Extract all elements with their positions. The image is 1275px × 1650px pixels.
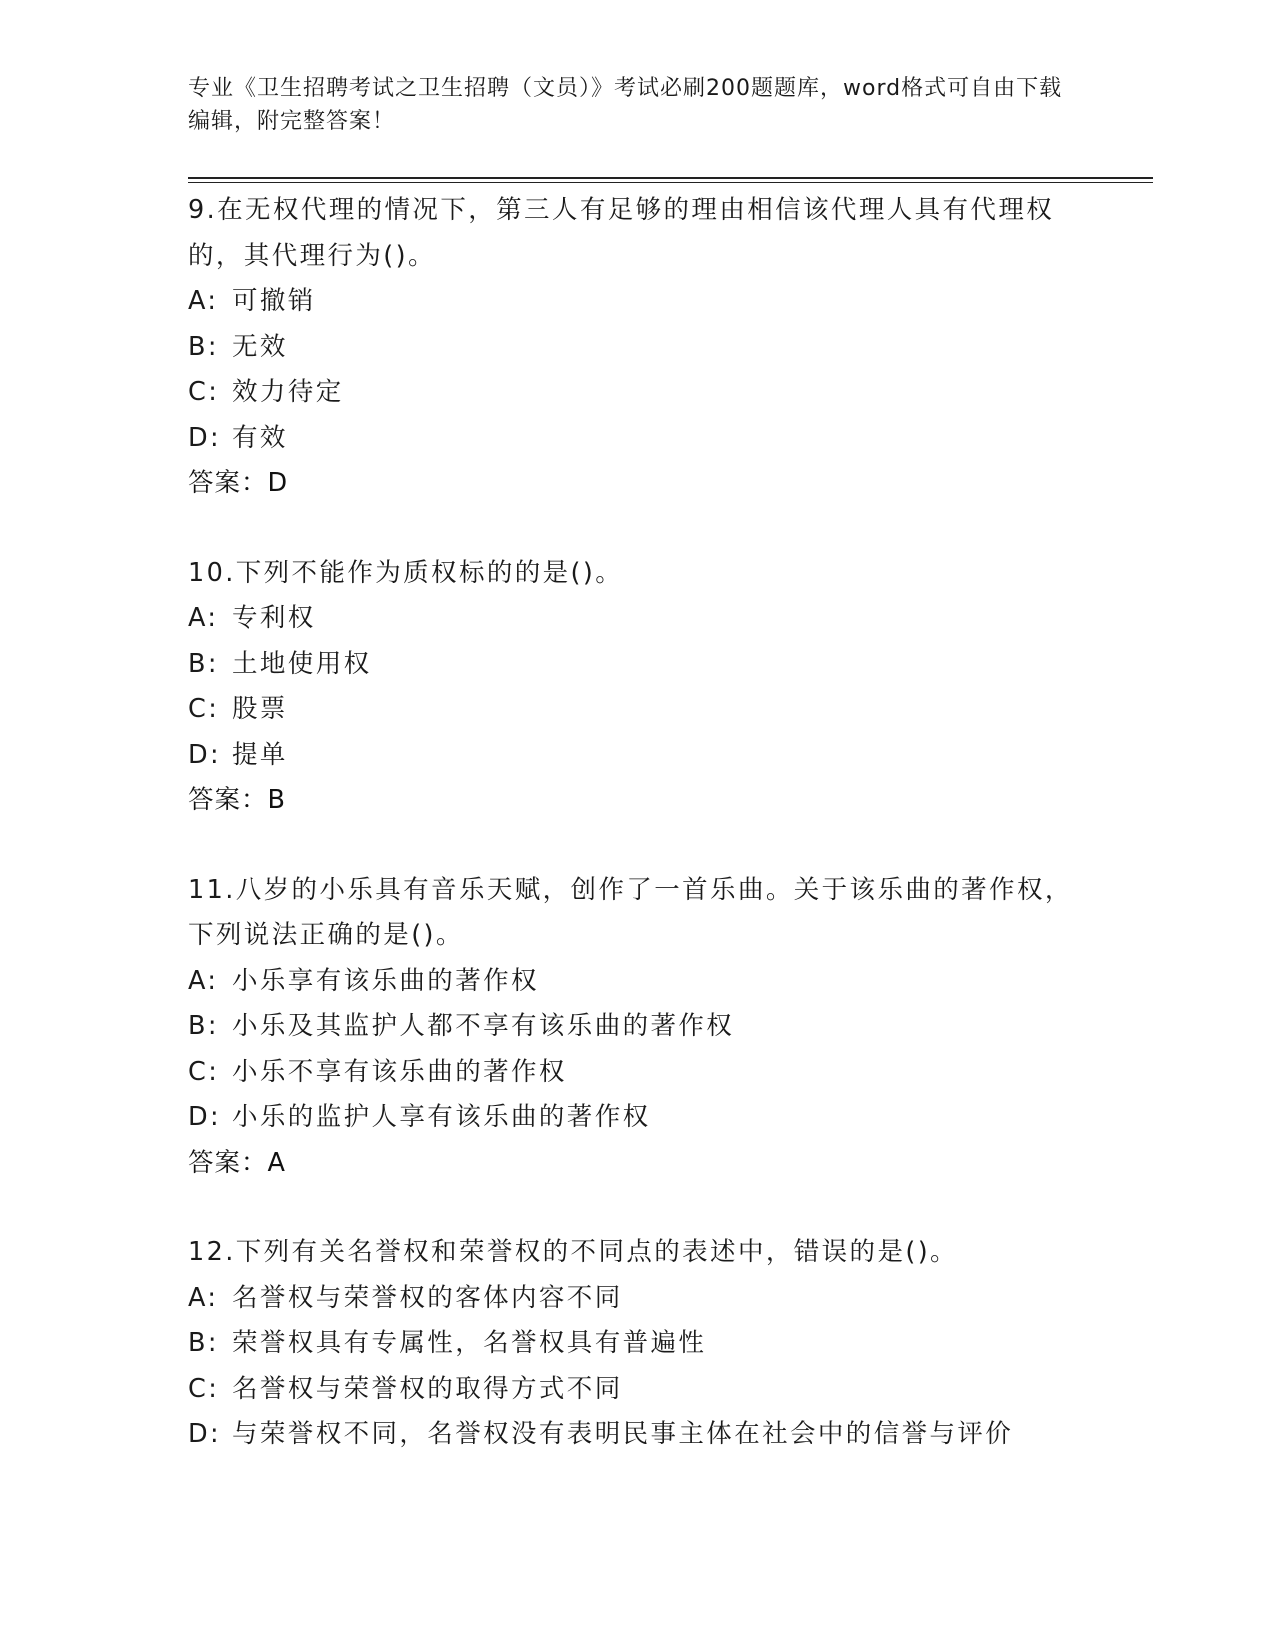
option-text: 可撤销 — [232, 286, 316, 316]
question-option — [188, 416, 1088, 462]
answer-line — [188, 461, 1088, 507]
question-option — [188, 642, 1088, 688]
answer-label: 答案： — [188, 785, 268, 815]
option-text: 有效 — [232, 422, 288, 453]
option-key: A: — [188, 1282, 219, 1313]
question-option — [188, 325, 1088, 371]
question-option — [188, 1095, 1088, 1141]
question-option — [188, 596, 1088, 642]
option-text: 荣誉权具有专属性，名誉权具有普遍性 — [232, 1328, 707, 1358]
question-stem: 11.八岁的小乐具有音乐天赋，创作了一首乐曲。关于该乐曲的著作权，下列说法正确的是()。 — [188, 874, 1073, 950]
question-option — [188, 1367, 1088, 1413]
option-key: C: — [188, 377, 220, 407]
question-option — [188, 1050, 1088, 1096]
option-text: 效力待定 — [232, 377, 344, 407]
option-text: 与荣誉权不同，名誉权没有表明民事主体在社会中的信誉与评价 — [232, 1419, 1014, 1449]
header-rule-thick — [188, 177, 1153, 179]
option-key: A: — [188, 965, 219, 996]
question-block — [188, 1230, 1088, 1458]
option-key: D: — [188, 739, 222, 770]
question-option — [188, 279, 1088, 325]
answer-line — [188, 1141, 1088, 1187]
question-block — [188, 188, 1088, 507]
option-text: 小乐享有该乐曲的著作权 — [232, 965, 539, 996]
option-text: 名誉权与荣誉权的取得方式不同 — [232, 1373, 623, 1404]
option-key: C: — [188, 1056, 220, 1087]
option-text: 名誉权与荣誉权的客体内容不同 — [232, 1282, 623, 1313]
question-stem: 12.下列有关名誉权和荣誉权的不同点的表述中，错误的是()。 — [188, 1237, 958, 1267]
question-list — [188, 188, 1088, 1502]
question-stem: 9.在无权代理的情况下，第三人有足够的理由相信该代理人具有代理权的，其代理行为()。 — [188, 195, 1055, 271]
option-key: D: — [188, 422, 222, 453]
question-option — [188, 733, 1088, 779]
option-text: 无效 — [232, 331, 288, 362]
option-key: B: — [188, 648, 219, 679]
option-key: B: — [188, 1328, 219, 1358]
question-option — [188, 959, 1088, 1005]
question-block — [188, 551, 1088, 824]
option-text: 提单 — [232, 739, 288, 770]
question-option — [188, 1412, 1088, 1458]
question-option — [188, 687, 1088, 733]
answer-label: 答案： — [188, 1147, 268, 1178]
header-rule-thin — [188, 182, 1153, 183]
question-option — [188, 1321, 1088, 1367]
option-text: 小乐及其监护人都不享有该乐曲的著作权 — [232, 1011, 735, 1041]
question-block — [188, 868, 1088, 1187]
answer-value: B — [267, 785, 287, 815]
option-text: 股票 — [232, 694, 288, 724]
option-key: D: — [188, 1102, 222, 1132]
option-key: C: — [188, 694, 220, 724]
option-key: C: — [188, 1373, 220, 1404]
option-key: B: — [188, 331, 219, 362]
question-option — [188, 370, 1088, 416]
answer-label: 答案： — [188, 468, 268, 498]
question-option — [188, 1276, 1088, 1322]
answer-line — [188, 778, 1088, 824]
option-text: 专利权 — [232, 603, 316, 633]
question-stem: 10.下列不能作为质权标的的是()。 — [188, 557, 624, 588]
option-text: 土地使用权 — [232, 648, 372, 679]
document-header: 专业《卫生招聘考试之卫生招聘（文员）》考试必刷200题题库，word格式可自由下载编辑，附完整答案！ — [188, 76, 1063, 134]
option-key: D: — [188, 1419, 222, 1449]
option-text: 小乐不享有该乐曲的著作权 — [232, 1056, 567, 1087]
answer-value: A — [267, 1147, 286, 1178]
answer-value: D — [267, 468, 289, 498]
option-text: 小乐的监护人享有该乐曲的著作权 — [232, 1102, 651, 1132]
option-key: A: — [188, 603, 219, 633]
question-option — [188, 1004, 1088, 1050]
option-key: A: — [188, 286, 219, 316]
option-key: B: — [188, 1011, 219, 1041]
